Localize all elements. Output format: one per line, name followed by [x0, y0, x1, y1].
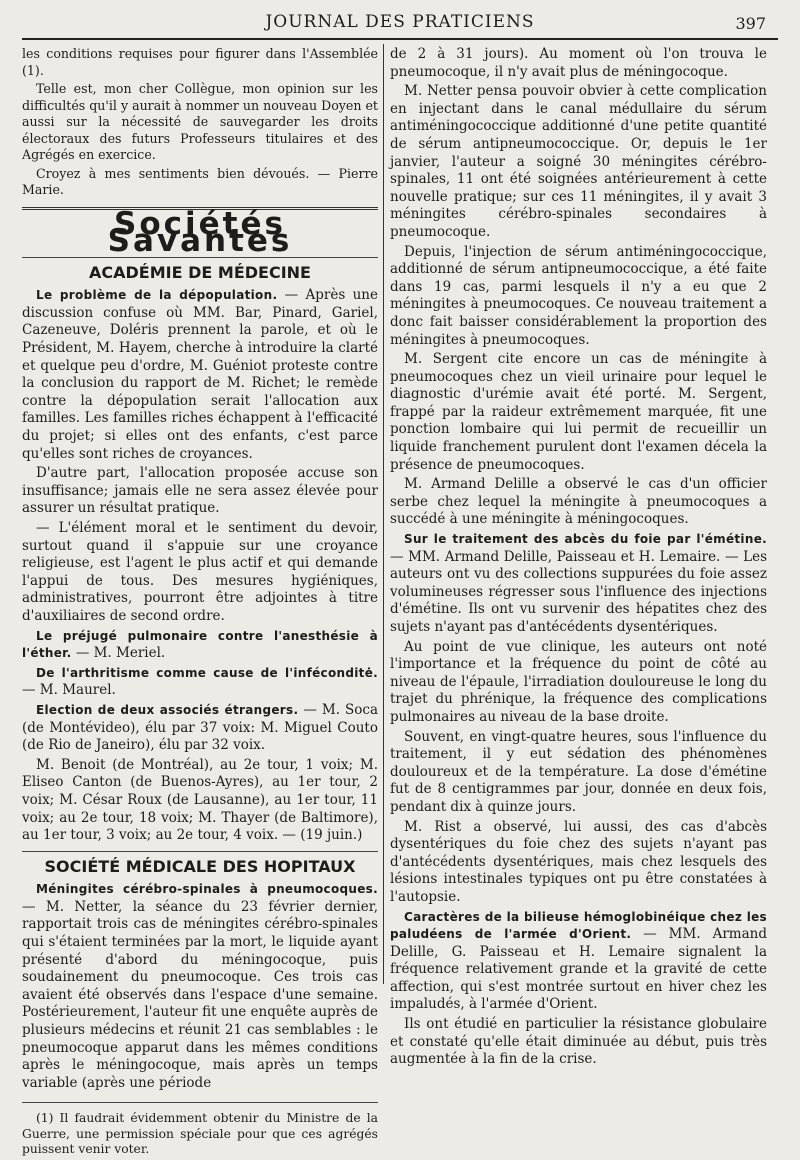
academie-title: ACADÉMIE DE MÉDECINE — [89, 262, 311, 282]
bilieuse-paragraph-2: Ils ont étudié en particulier la résistance globulaire et constaté qu'elle était diminuée au début, puis très augmentée à la fin de la crise. — [390, 1016, 767, 1068]
right-paragraph-1: de 2 à 31 jours). Au moment où l'on trouva le pneumocoque, il n'y avait plus de méningocoque. — [390, 46, 767, 80]
election-heading: Election de deux associés étrangers. — [36, 702, 299, 717]
abces-heading: Sur le traitement des abcès du foie par l'émétine. — [404, 532, 767, 547]
journal-title: JOURNAL DES PRATICIENS — [265, 12, 535, 32]
hopitaux-rule — [22, 851, 378, 852]
column-divider — [383, 44, 384, 984]
meningites-heading: Méningites cérébro-spinales à pneumocoques. — [36, 882, 378, 897]
depopulation-paragraph — [22, 287, 378, 463]
arthritisme-paragraph — [22, 665, 378, 700]
running-header — [22, 10, 778, 40]
right-paragraph-3: Depuis, l'injection de sérum antiméningococcique, additionné de sérum antipneumococcique, a été faite dans 19 cas, parmi lesquels il n'y a eu que 2 méningites à pneumocoques. Ce nouveau traitement a donc fait baisser considérablement la proportion des méningites à pneumocoques. — [390, 243, 767, 348]
meningites-paragraph — [22, 881, 378, 1092]
abces-paragraph-2: Au point de vue clinique, les auteurs ont noté l'importance et la fréquence du point de côté au niveau de l'épaule, l'irradiation douloureuse le long du trajet du phrénique, la fréquence des complications pulmonaires au niveau de la base droite. — [390, 638, 767, 725]
intro-paragraph: Telle est, mon cher Collègue, mon opinion sur les difficultés qu'il y aurait à nommer un nouveau Doyen et aussi sur la nécessité de sauvegarder les droits électoraux des futurs Professeurs titulaires et des Agrégés en exercice. — [22, 81, 378, 162]
depopulation-paragraph-2: D'autre part, l'allocation proposée accuse son insuffisance; jamais elle ne sera assez élevée pour assurer un résultat pratique. — [22, 465, 378, 517]
right-paragraph-5: M. Armand Delille a observé le cas d'un officier serbe chez lequel la méningite à pneumocoques a succédé à une méningite à méningocoques. — [390, 476, 767, 528]
right-paragraph-2: M. Netter pensa pouvoir obvier à cette complication en injectant dans le canal médullaire du sérum antiméningococcique additionné d'une petite quantité de sérum antipneumococcique. Or, depuis le 1er janvier, l'auteur a soigné 30 méningites cérébro-spinales, 11 ont été soignées antérieurement à cette nouvelle pratique; sur ces 11 méningites, il y avait 3 méningites cérébro-spinales secondaires à pneumocoque. — [390, 83, 767, 240]
prejuge-paragraph — [22, 628, 378, 663]
bilieuse-heading: Caractères de la bilieuse hémoglobinéique chez les paludéens de l'armée d'Orient. — [390, 909, 767, 942]
abces-text: — MM. Armand Delille, Paisseau et H. Lemaire. — Les auteurs ont vu des collections suppurées du foie assez volumineuses régresser sous l'influence des injections d'émétine. Ils ont vu survenir des hépatites chez des sujets n'ayant pas d'antécédents dysentériques. — [390, 548, 767, 635]
election-paragraph — [22, 702, 378, 755]
left-column — [22, 46, 378, 1160]
abces-paragraph-4: M. Rist a observé, lui aussi, des cas d'abcès dysentériques du foie chez des sujets n'ayant pas d'antécédents dysentériques, mais chez lesquels des lésions intestinales typiques ont pu être constatées à l'autopsie. — [390, 818, 767, 905]
arthritisme-heading: De l'arthritisme comme cause de l'inféconditė. — [36, 665, 378, 680]
intro-line: les conditions requises pour figurer dans l'Assemblée (1). — [22, 46, 378, 78]
hopitaux-title: SOCIÉTÉ MÉDICALE DES HOPITAUX — [44, 856, 356, 876]
depopulation-paragraph-3: — L'élément moral et le sentiment du devoir, surtout quand il s'appuie sur une croyance religieuse, est l'agent le plus actif et qui demande l'appui de tous. Des mesures hygiéniques, administratives, pourront être adjointes à titre d'auxiliaires de second ordre. — [22, 520, 378, 624]
signature-line: Croyez à mes sentiments bien dévoués. — Pierre Marie. — [22, 165, 378, 197]
abces-paragraph-3: Souvent, en vingt-quatre heures, sous l'influence du traitement, il y eut sédation des phénomènes douloureux et de la température. La dose d'émétine fut de 8 centigrammes par jour, donnée en deux fois, pendant dix à quinze jours. — [390, 728, 767, 815]
abces-paragraph — [390, 531, 767, 637]
footnote: (1) Il faudrait évidemment obtenir du Ministre de la Guerre, une permission spéciale pour que ces agrégés puissent venir voter. — [22, 1111, 378, 1157]
right-paragraph-4: M. Sergent cite encore un cas de méningite à pneumocoques chez un vieil urinaire pour lequel le diagnostic d'urémie avait été porté. M. Sergent, frappé par la raideur extrêmement marquée, fit une ponction lombaire qui lui permit de recueillir un liquide franchement purulent dont l'examen décela la présence de pneumocoques. — [390, 351, 767, 473]
arthritisme-text: — M. Maurel. — [22, 682, 116, 699]
prejuge-text: — M. Meriel. — [75, 645, 166, 662]
meningites-text: — M. Netter, la séance du 23 février dernier, rapportait trois cas de méningites cérébro-spinales qui s'étaient terminées par la mort, le liquide ayant présenté d'abord du méningocoque, puis soudainement du pneumocoque. Ces trois cas avaient été observés dans l'espace d'une semaine. Postérieurement, l'auteur fit une enquête auprès de plusieurs médecins et réunit 21 cas semblables : le pneumocoque apparut dans les mêmes conditions après le méningocoque, mais après un temps variable (après une période — [22, 898, 378, 1091]
prejuge-heading: Le préjugé pulmonaire contre l'anesthésie à l'éther. — [22, 628, 378, 661]
societes-savantes-banner: Sociétés Savantes — [107, 205, 293, 260]
election-paragraph-2: M. Benoit (de Montréal), au 2e tour, 1 voix; M. Eliseo Canton (de Buenos-Ayres), au 1er tour, 2 voix; M. César Roux (de Lausanne), au 1er tour, 11 voix; au 2e tour, 18 voix; M. Thayer (de Baltimore), au 1er tour, 3 voix; au 2e tour, 4 voix. — (19 juin.) — [22, 756, 378, 844]
depopulation-text: — Après une discussion confuse où MM. Bar, Pinard, Gariel, Cazeneuve, Doléris prennent la parole, et où le Président, M. Hayem, cherche à introduire la clarté et quelque peu d'ordre, M. Guéniot proteste contre la conclusion du rapport de M. Richet; le remède contre la dépopulation serait l'allocation aux familles. Les familles riches échappent à l'efficacité du projet; si elles ont des enfants, c'est parce qu'elles sont riches de croyances. — [22, 287, 378, 462]
bilieuse-text: — MM. Armand Delille, G. Paisseau et H. Lemaire signalent la fréquence relativement grande et la gravité de cette affection, qui s'est montrée surtout en hiver chez les impaludés, à l'armée d'Orient. — [390, 926, 767, 1013]
election-text: — M. Soca (de Montévideo), élu par 37 voix: M. Miguel Couto (de Rio de Janeiro), élu par 32 voix. — [22, 701, 378, 754]
footnote-rule — [22, 1102, 378, 1103]
right-column — [390, 46, 767, 1071]
depopulation-heading: Le problème de la dépopulation. — [36, 288, 278, 303]
page-number: 397 — [735, 14, 766, 33]
bilieuse-paragraph — [390, 909, 767, 1015]
